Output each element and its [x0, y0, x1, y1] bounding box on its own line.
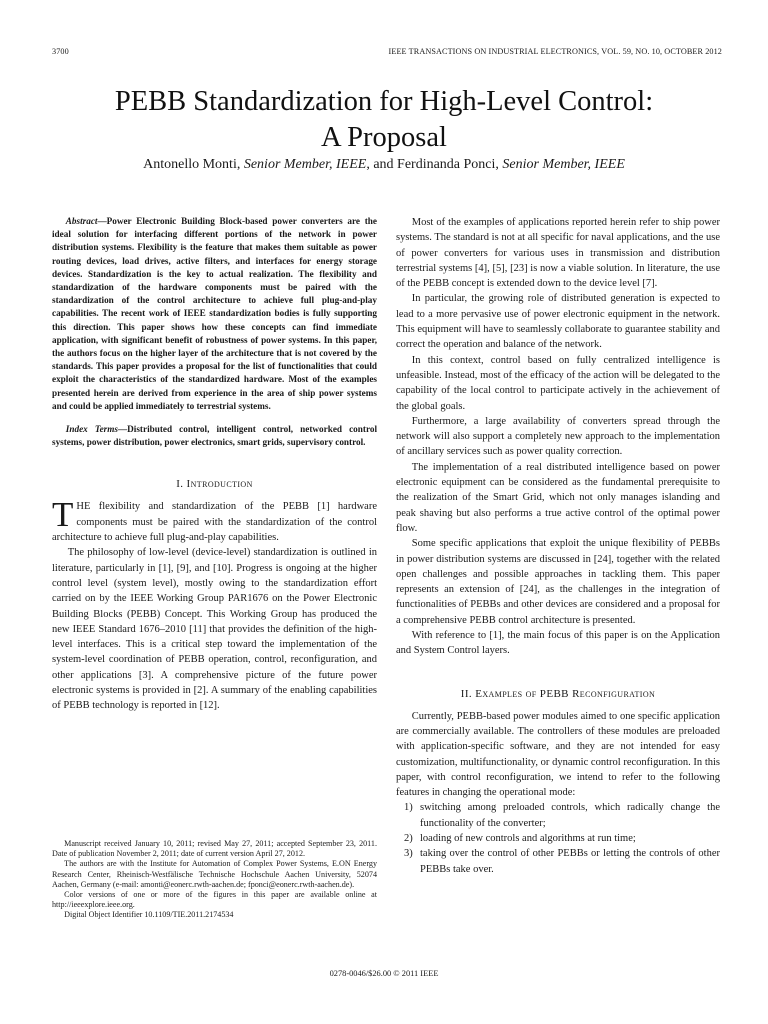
right-paragraph-7: With reference to [1], the main focus of this paper is on the Application and System Control layers. [396, 630, 720, 657]
footnote-doi: Digital Object Identifier 10.1109/TIE.2011.2174534 [64, 910, 234, 920]
list-item-text: taking over the control of other PEBBs or letting the controls of other PEBBs take over. [420, 848, 720, 875]
list-item-text: loading of new controls and algorithms at run time; [420, 832, 636, 844]
paper-title [0, 84, 768, 156]
journal-running-head: IEEE TRANSACTIONS ON INDUSTRIAL ELECTRONICS, VOL. 59, NO. 10, OCTOBER 2012 [388, 47, 722, 56]
index-terms-text: —Distributed control, intelligent control, networked control systems, power distribution, power electronics, smart grids, supervisory control. [52, 424, 377, 448]
title-line-2: A Proposal [321, 122, 447, 153]
section-heading-introduction: I. Introduction [176, 478, 253, 491]
right-column [396, 215, 720, 877]
footnote-manuscript: Manuscript received January 10, 2011; revised May 27, 2011; accepted September 23, 2011. Date of publication November 2, 2011; date of current version April 27, 2012. [52, 839, 377, 859]
right-paragraph-4: Furthermore, a large availability of converters spread through the network will also support a completely new approach to the implementation of ancillary services such as power quality correction. [396, 415, 720, 458]
abstract [52, 215, 377, 413]
index-terms-lead: Index Terms [65, 424, 118, 435]
footnotes [52, 839, 377, 921]
list-item-number: 2) [404, 832, 413, 844]
author-1-name: Antonello Monti [143, 157, 237, 172]
list-item [396, 846, 720, 877]
footnote-color-note: Color versions of one or more of the figures in this paper are available online at http://ieeexplore.ieee.org. [52, 890, 377, 910]
abstract-text: —Power Electronic Building Block-based power converters are the ideal solution for interfacing different portions of the network in power distribution systems. Flexibility is the feature that makes them suitable as power routing devices, load drives, active filters, and interfaces for energy storage devices. Standardization is the key to actual realization. The flexibility and standardization of the hardware components must be paired with the standardization of the control architecture to achieve full plug-and-play capabilities. The recent work of IEEE standardization bodies is fully supporting this direction. This paper shows how these concepts can find immediate application, with significant benefit of robustness of power systems. In this paper, the authors focus on the higher layer of the architecture that is not covered by the standards. This paper provides a proposal for the list of functionalities that could exploit the characteristics of the standardized hardware. Most of the examples presented herein are derived from experience in the area of ship power systems and could be applied immediately to terrestrial systems. [52, 216, 377, 411]
footnote-affiliation: The authors are with the Institute for Automation of Complex Power Systems, E.ON Energy Research Center, Rheinisch-Westfälische Technische Hochschule Aachen University, 52074 Aachen, Germany (e-mail: amonti@eonerc.rwth-aachen.de; fponci@eonerc.rwth-aachen.de). [52, 859, 377, 889]
dropcap: T [52, 495, 74, 535]
list-item [396, 800, 720, 831]
page-number: 3700 [52, 47, 69, 56]
list-item-number: 1) [404, 802, 413, 814]
author-line: Antonello Monti, Senior Member, IEEE, and Ferdinanda Ponci, Senior Member, IEEE [143, 157, 625, 172]
right-paragraph-6: Some specific applications that exploit the unique flexibility of PEBBs in power distribution systems are discussed in [24], together with the related open challenges and possible approaches in tackling them. This paper represents an extension of [24], as the challenges in the integration of functionalities of PEBBs and other devices are considered and a proposal for a comprehensive PEBB control architecture is presented. [396, 538, 720, 626]
section-heading-examples: II. Examples of PEBB Reconfiguration [460, 687, 656, 700]
index-terms [52, 423, 377, 449]
list-item [396, 831, 720, 846]
right-paragraph-3: In this context, control based on fully centralized intelligence is unfeasible. Instead, most of the efficacy of the action will be delegated to the capability of the local control to participate actively in the achievement of the global goals. [396, 354, 720, 412]
reconfiguration-feature-list [396, 800, 720, 876]
right-paragraph-2: In particular, the growing role of distributed generation is expected to lead to a more pervasive use of power electronic equipment in the network. This equipment will have to seamlessly collaborate to guarantee stability and correct the operation and balance of the network. [396, 293, 720, 351]
intro-paragraph-2: The philosophy of low-level (device-level) standardization is outlined in literature, particularly in [1], [9], and [10]. Progress is ongoing at the higher control level (system level), mostly owing to the standardization effort carried on by the IEEE Working Group PAR1676 on the Power Electronic Building Blocks (PEBB) Concept. This Working Group has produced the new IEEE Standard 1676–2010 [11] that provides the definition of the high-level interfaces. This is a critical step toward the implementation of the system-level coordination of PEBB operation, control, reconfiguration, and other applications [3]. A comprehensive picture of the future power electronic systems is provided in [2]. A summary of the enabling capabilities of PEBB technology is reported in [12]. [52, 547, 377, 712]
author-joiner: , and [366, 157, 394, 172]
right-paragraph-1: Most of the examples of applications reported herein refer to ship power systems. The standard is not at all specific for naval applications, and the use of power converters for various uses in transmission and distribution terrestrial systems [4], [5], [23] is now a viable solution. In literature, the use of the PEBB concept is extended down to the device level [7]. [396, 217, 720, 290]
right-paragraph-5: The implementation of a real distributed intelligence based on power electronic equipment can be considered as the fundamental prerequisite to the realization of the Smart Grid, which not only manages islanding and peak shaving but also performs a true active control of the optimal power flow. [396, 461, 720, 534]
title-line-1: PEBB Standardization for High-Level Control: [114, 86, 654, 117]
author-2-role: Senior Member, IEEE [502, 157, 625, 172]
author-1-role: Senior Member, IEEE [243, 157, 367, 172]
list-item-number: 3) [404, 848, 413, 860]
left-column [52, 215, 377, 714]
copyright-footer: 0278-0046/$26.00 © 2011 IEEE [329, 969, 439, 978]
intro-paragraph-1 [52, 495, 377, 545]
author-2-name: Ferdinanda Ponci [397, 157, 496, 172]
abstract-lead: Abstract [65, 216, 98, 226]
section2-paragraph-1: Currently, PEBB-based power modules aimed to one specific application are commercially available. The controllers of these modules are preloaded with application-specific software, and they are not intended for easy customization, multifunctionality, or dynamic control reconfiguration. In this paper, with control reconfiguration, we intend to refer to the following features in changing the operational mode: [396, 710, 720, 799]
intro-paragraph-1-text: HE flexibility and standardization of the PEBB [1] hardware components must be paired with the standardization of the control architecture to achieve full plug-and-play capabilities. [52, 501, 377, 544]
list-item-text: switching among preloaded controls, which radically change the functionality of the converter; [420, 802, 720, 829]
